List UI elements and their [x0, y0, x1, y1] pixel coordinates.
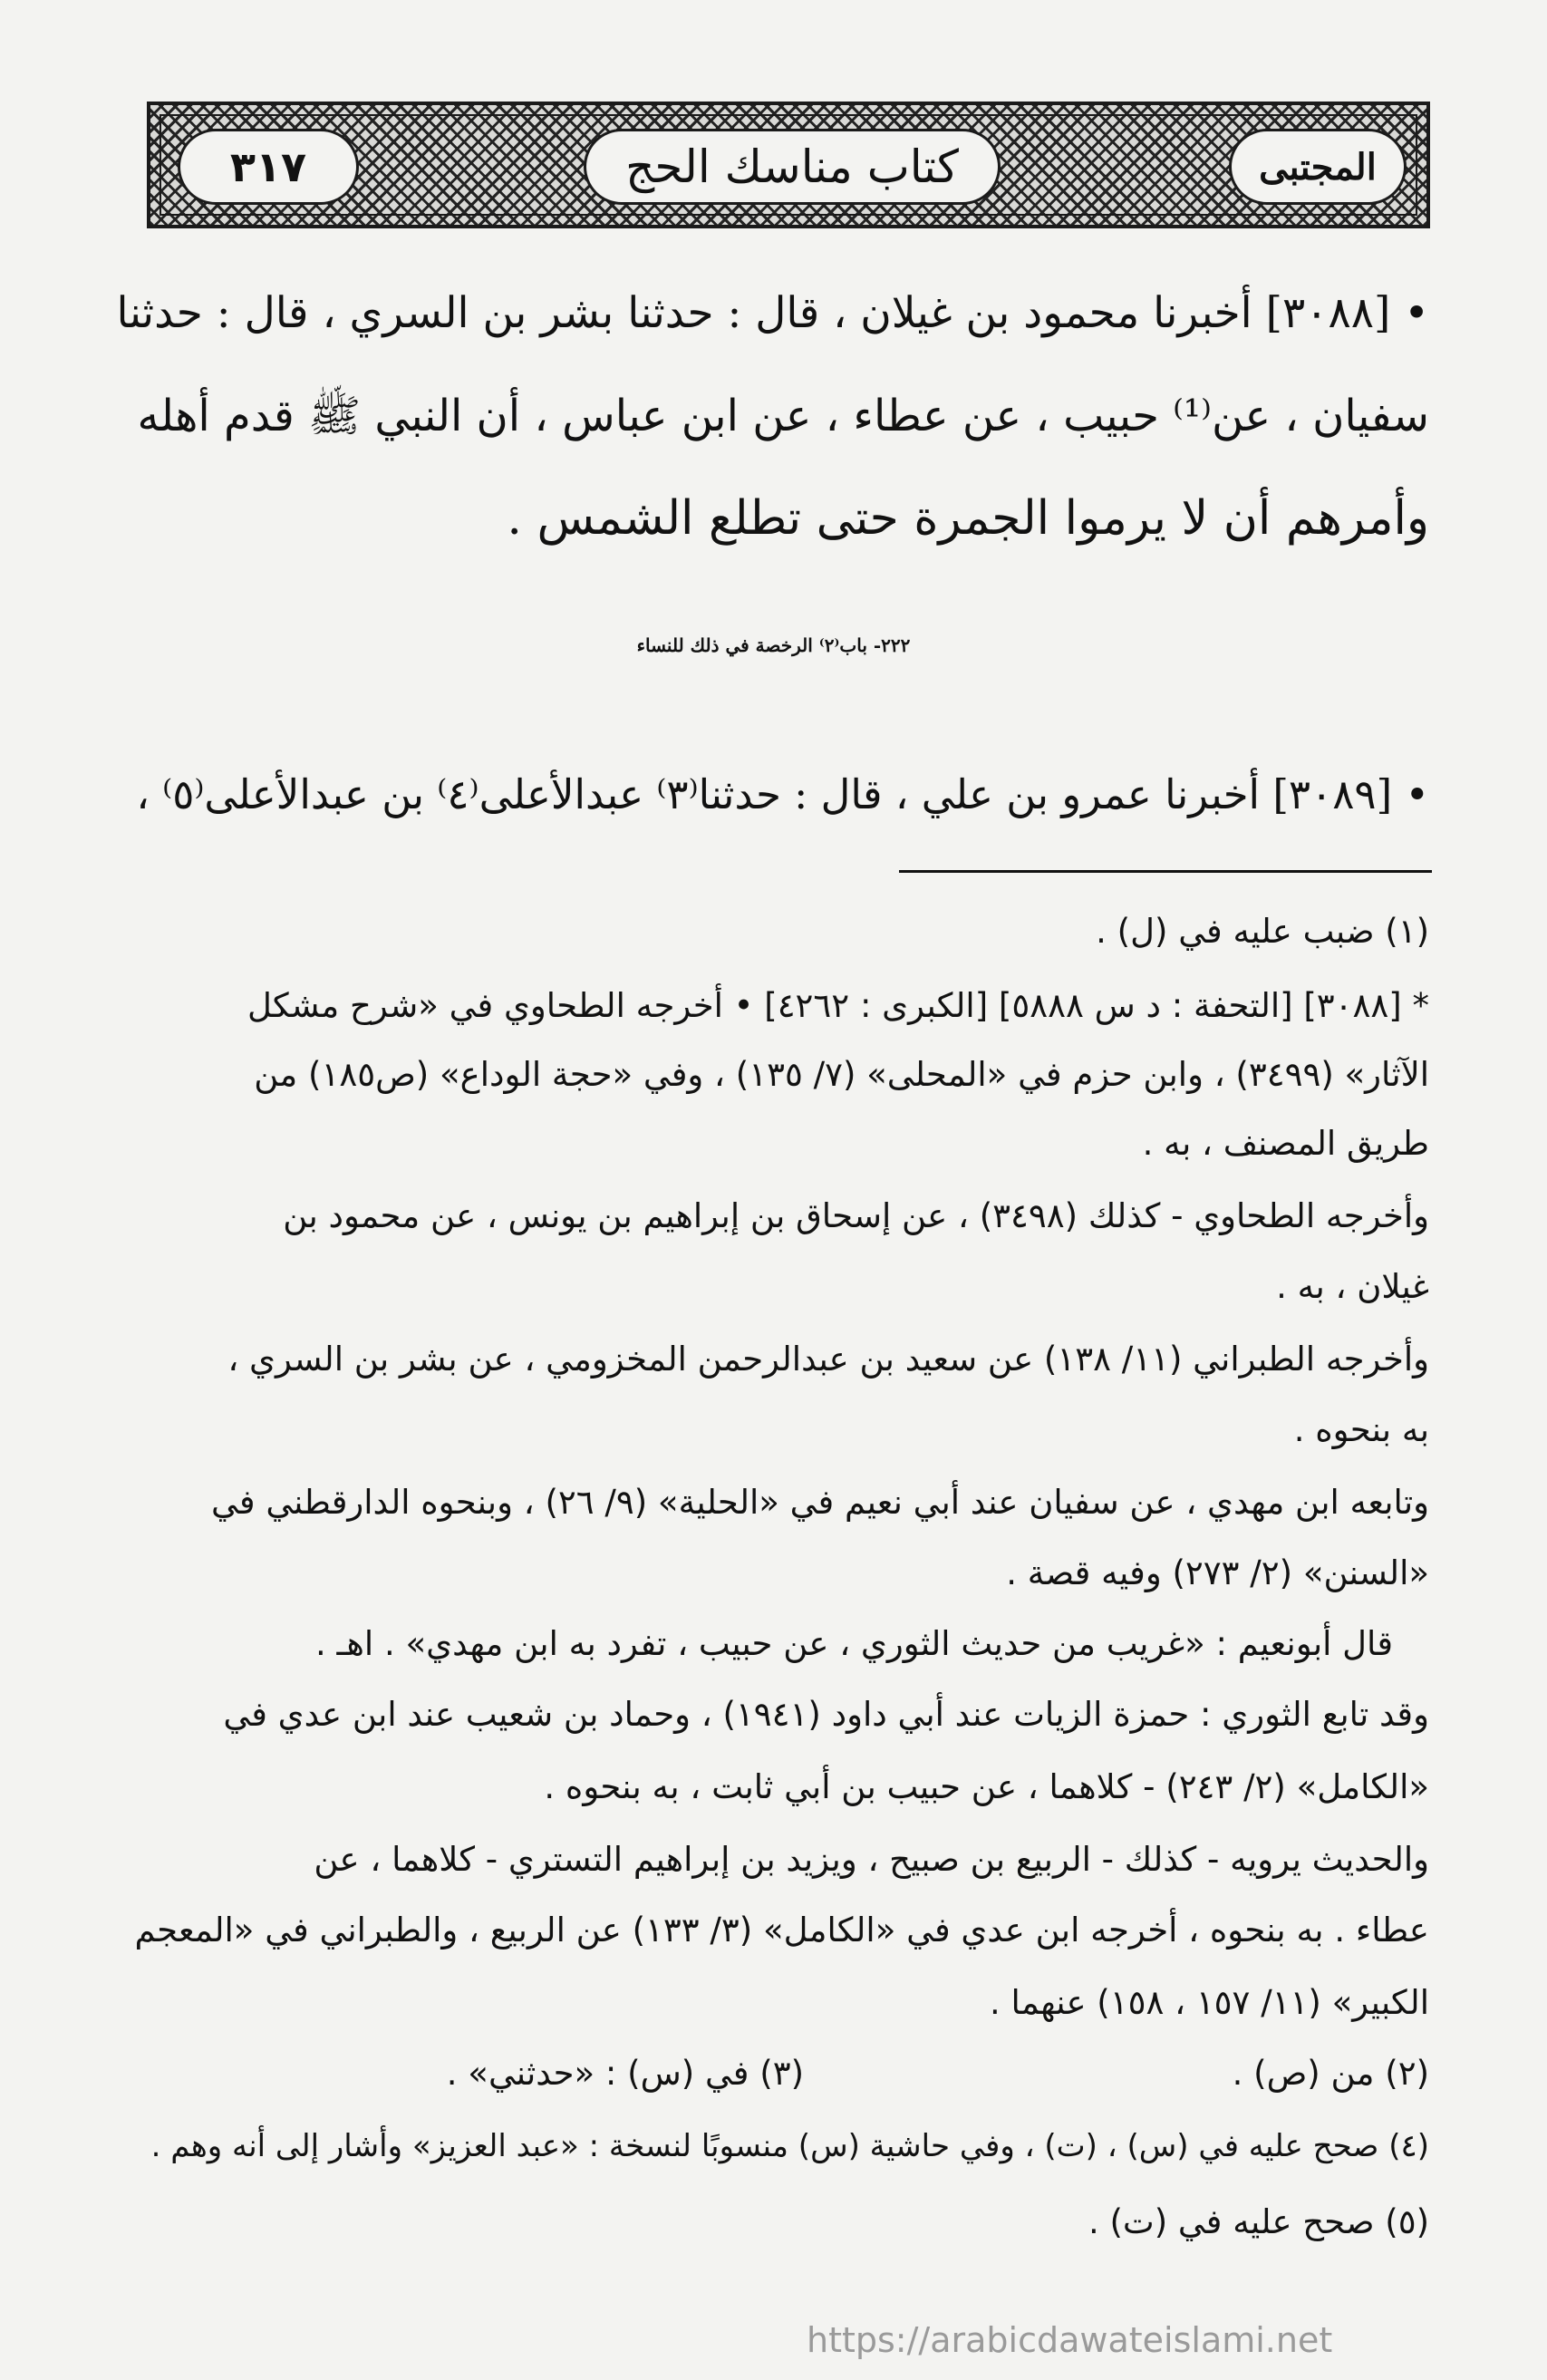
footnote-2: (٢) من (ص) .	[1232, 2054, 1429, 2093]
footnote-takhrij-line: وقد تابع الثوري : حمزة الزيات عند أبي داود (١٩٤١) ، وحماد بن شعيب عند ابن عدي في	[223, 1695, 1429, 1734]
bab-heading: ٢٢٢- باب⁽٢⁾ الرخصة في ذلك للنساء	[636, 634, 911, 656]
hadith-3089-line: • [٣٠٨٩] أخبرنا عمرو بن علي ، قال : حدثنا⁽٣⁾ عبدالأعلى⁽٤⁾ بن عبدالأعلى⁽٥⁾ ،	[136, 770, 1429, 818]
footnote-separator	[899, 870, 1432, 873]
footnote-3: (٣) في (س) : «حدثني» .	[446, 2054, 804, 2093]
footnote-takhrij-line: غيلان ، به .	[1276, 1267, 1429, 1306]
footnote-takhrij-line: طريق المصنف ، به .	[1142, 1124, 1429, 1163]
source-watermark: https://arabicdawateislami.net	[807, 2320, 1333, 2360]
footnote-takhrij-line: «السنن» (٢/ ٢٧٣) وفيه قصة .	[1006, 1553, 1429, 1592]
page-number: ٣١٧	[229, 142, 307, 191]
footnote-takhrij-line: الآثار» (٣٤٩٩) ، وابن حزم في «المحلى» (٧/ ١٣٥) ، وفي «حجة الوداع» (ص١٨٥) من	[254, 1055, 1429, 1094]
footnote-1: (١) ضبب عليه في (ل) .	[1096, 912, 1429, 951]
footnote-takhrij-line: قال أبونعيم : «غريب من حديث الثوري ، عن حبيب ، تفرد به ابن مهدي» . اهـ .	[315, 1624, 1393, 1663]
footnote-takhrij-line: «الكامل» (٢/ ٢٤٣) - كلاهما ، عن حبيب بن أبي ثابت ، به بنحوه .	[544, 1767, 1429, 1806]
book-name: المجتبى	[1259, 145, 1377, 189]
footnote-takhrij-line: والحديث يرويه - كذلك - الربيع بن صبيح ، ويزيد بن إبراهيم التستري - كلاهما ، عن	[314, 1840, 1429, 1879]
hadith-3088-line-2: سفيان ، عن⁽¹⁾ حبيب ، عن عطاء ، عن ابن عباس ، أن النبي ﷺ قدم أهله	[137, 391, 1429, 441]
chapter-title: كتاب مناسك الحج	[625, 140, 959, 193]
chapter-title-cartouche	[584, 129, 1001, 205]
footnote-takhrij-line: وأخرجه الطبراني (١١/ ١٣٨) عن سعيد بن عبدالرحمن المخزومي ، عن بشر بن السري ،	[227, 1340, 1429, 1379]
footnote-takhrij-line: وأخرجه الطحاوي - كذلك (٣٤٩٨) ، عن إسحاق بن إبراهيم بن يونس ، عن محمود بن	[283, 1196, 1429, 1235]
footnote-takhrij-line: وتابعه ابن مهدي ، عن سفيان عند أبي نعيم في «الحلية» (٩/ ٢٦) ، وبنحوه الدارقطني في	[211, 1483, 1429, 1522]
footnote-takhrij-line: به بنحوه .	[1293, 1410, 1429, 1449]
footnote-4: (٤) صحح عليه في (س) ، (ت) ، وفي حاشية (س) منسوبًا لنسخة : «عبد العزيز» وأشار إلى أنه وهم .	[150, 2128, 1429, 2164]
hadith-3088-line-3: وأمرهم أن لا يرموا الجمرة حتى تطلع الشمس .	[507, 491, 1429, 546]
footnote-5: (٥) صحح عليه في (ت) .	[1088, 2202, 1429, 2241]
footnote-takhrij-line: عطاء . به بنحوه ، أخرجه ابن عدي في «الكامل» (٣/ ١٣٣) عن الربيع ، والطبراني في «المعجم	[134, 1911, 1429, 1949]
book-name-cartouche	[1229, 129, 1407, 205]
hadith-3088-line-1: • [٣٠٨٨] أخبرنا محمود بن غيلان ، قال : حدثنا بشر بن السري ، قال : حدثنا	[116, 288, 1429, 338]
page-header-ornament	[147, 102, 1430, 228]
footnote-takhrij-line: * [٣٠٨٨] [التحفة : د س ٥٨٨٨] [الكبرى : ٤٢٦٢] • أخرجه الطحاوي في «شرح مشكل	[247, 986, 1429, 1025]
footnote-takhrij-line: الكبير» (١١/ ١٥٧ ، ١٥٨) عنهما .	[990, 1983, 1429, 2022]
page-number-cartouche	[178, 129, 359, 205]
